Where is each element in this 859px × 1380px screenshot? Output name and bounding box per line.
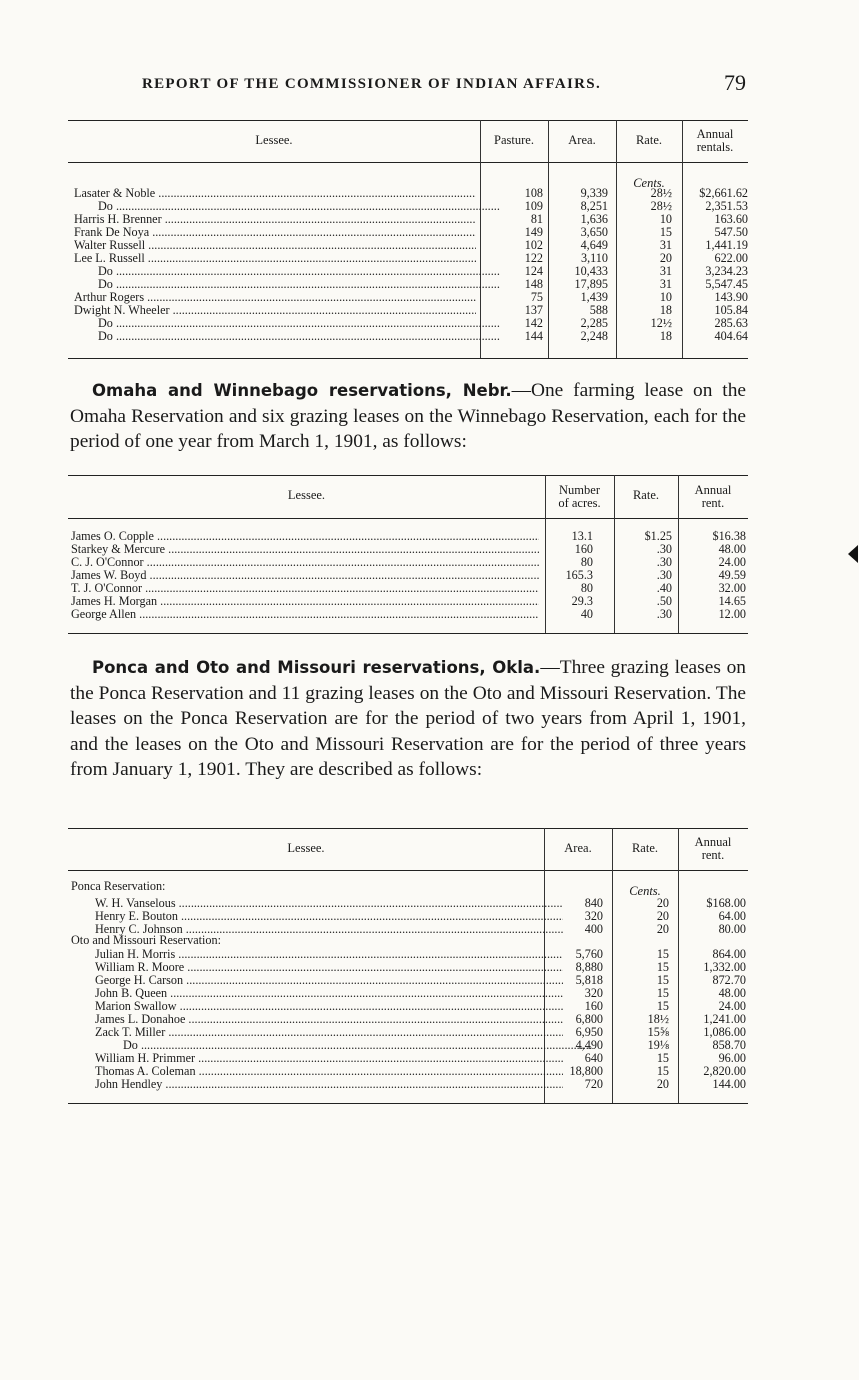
rental-cell: $2,661.62 — [699, 186, 748, 200]
rate-cell: 15 — [656, 999, 669, 1013]
area-cell: 2,248 — [580, 329, 608, 343]
lessee-name: Lasater & Noble ..... — [74, 187, 476, 200]
rate-cell: 20 — [656, 909, 669, 923]
lessee-name: William H. Primmer ..... — [95, 1052, 563, 1065]
table-row — [74, 317, 748, 330]
acres-cell: 29.3 — [571, 594, 593, 608]
section-label-ponca: Ponca Reservation: — [71, 879, 166, 893]
rent-cell: 49.59 — [718, 568, 746, 582]
table-row — [74, 252, 748, 265]
rent-cell: 24.00 — [718, 555, 746, 569]
table-body — [74, 187, 748, 343]
acres-cell: 80 — [580, 581, 593, 595]
table-row — [74, 187, 748, 200]
rent-cell: $16.38 — [712, 529, 746, 543]
rent-cell: 1,241.00 — [703, 1012, 746, 1026]
col-header-pasture: Pasture. — [494, 133, 534, 147]
acres-cell: 13.1 — [571, 529, 593, 543]
table-top-rule — [68, 120, 748, 121]
rental-cell: 547.50 — [714, 225, 748, 239]
area-cell: 720 — [584, 1077, 603, 1091]
table-body-ponca — [71, 897, 748, 936]
table-bottom-rule — [68, 1103, 748, 1104]
rate-unit-label: Cents. — [633, 176, 665, 190]
rate-cell: 15 — [656, 947, 669, 961]
area-cell: 160 — [584, 999, 603, 1013]
table-row — [71, 1013, 748, 1026]
acres-cell: 160 — [574, 542, 593, 556]
lessee-name: John Hendley ..... — [95, 1078, 563, 1091]
pasture-cell: 109 — [524, 199, 543, 213]
area-cell: 17,895 — [574, 277, 608, 291]
table-row — [71, 897, 748, 910]
col-header-lessee: Lessee. — [255, 133, 293, 147]
rate-cell: 20 — [659, 251, 672, 265]
col-header-rate: Rate. — [635, 133, 663, 147]
lessee-name: Julian H. Morris ..... — [95, 948, 563, 961]
rate-cell: .30 — [656, 568, 672, 582]
table-header-rule — [68, 162, 748, 163]
area-cell: 10,433 — [574, 264, 608, 278]
lessee-name: C. J. O'Connor ..... — [71, 556, 539, 569]
area-cell: 8,251 — [580, 199, 608, 213]
table-row — [71, 910, 748, 923]
rent-cell: 1,332.00 — [703, 960, 746, 974]
lessee-name: Do ..... — [98, 265, 500, 278]
rate-cell: 18 — [659, 329, 672, 343]
rent-cell: 48.00 — [718, 542, 746, 556]
pasture-cell: 148 — [524, 277, 543, 291]
rate-cell: .30 — [656, 542, 672, 556]
rental-cell: 5,547.45 — [705, 277, 748, 291]
col-header-rent: Annual rent. — [694, 483, 732, 510]
table-row — [74, 200, 748, 213]
rental-cell: 3,234.23 — [705, 264, 748, 278]
area-cell: 9,339 — [580, 186, 608, 200]
rent-cell: 858.70 — [712, 1038, 746, 1052]
lessee-name: Dwight N. Wheeler ..... — [74, 304, 476, 317]
lessee-name: Walter Russell ..... — [74, 239, 476, 252]
area-cell: 6,800 — [575, 1012, 603, 1026]
lessee-name: Frank De Noya ..... — [74, 226, 476, 239]
col-header-area: Area. — [564, 841, 592, 855]
paragraph-text: —One farming lease on the Omaha Reservation and six grazing leases on the Winnebago Reservation, each for the period of one year from March 1, 1901, as follows: — [70, 380, 746, 453]
table-row — [74, 226, 748, 239]
lessee-name: George H. Carson ..... — [95, 974, 563, 987]
table-row — [71, 1078, 748, 1091]
rate-cell: 15 — [656, 986, 669, 1000]
rate-cell: .30 — [656, 607, 672, 621]
rate-cell: 18 — [659, 303, 672, 317]
area-cell: 1,439 — [580, 290, 608, 304]
rate-cell: 28½ — [650, 186, 672, 200]
table-row — [74, 304, 748, 317]
rent-cell: 24.00 — [718, 999, 746, 1013]
table-top-rule — [68, 475, 748, 476]
lessee-name: Starkey & Mercure ..... — [71, 543, 539, 556]
table-top-rule — [68, 828, 748, 829]
section-heading: Omaha and Winnebago reservations, Nebr. — [92, 381, 512, 400]
rate-cell: 15 — [656, 973, 669, 987]
rate-cell: 15⅝ — [647, 1025, 669, 1039]
omaha-winnebago-paragraph — [70, 378, 746, 455]
rental-cell: 163.60 — [714, 212, 748, 226]
table-header-rule — [68, 870, 748, 871]
paragraph-text: —Three grazing leases on the Ponca Reservation and 11 grazing leases on the Oto and Missouri Reservation. The leases on the Ponca Reservation are for the period of two years from April 1, 1901, and the leases on the Oto and Missouri Reservation are for the period of three years from January 1, 1901. They are described as follows: — [70, 657, 747, 781]
table-row — [71, 1000, 748, 1013]
rate-cell: 12½ — [650, 316, 672, 330]
rent-cell: 144.00 — [712, 1077, 746, 1091]
col-header-lessee: Lessee. — [287, 841, 325, 855]
table-row — [71, 987, 748, 1000]
col-header-rate: Rate. — [632, 488, 660, 502]
lessee-name: Henry C. Johnson ..... — [95, 923, 563, 936]
lessee-name: Harris H. Brenner ..... — [74, 213, 476, 226]
area-cell: 5,760 — [575, 947, 603, 961]
lessee-name: Do ..... — [98, 330, 500, 343]
area-cell: 320 — [584, 909, 603, 923]
rent-cell: 872.70 — [712, 973, 746, 987]
lessee-name: George Allen ..... — [71, 608, 539, 621]
rent-cell: 96.00 — [718, 1051, 746, 1065]
table-row — [74, 213, 748, 226]
lessee-name: Henry E. Bouton ..... — [95, 910, 563, 923]
table-row — [71, 556, 748, 569]
rate-cell: .50 — [656, 594, 672, 608]
lessee-name: Arthur Rogers ..... — [74, 291, 476, 304]
rent-cell: 48.00 — [718, 986, 746, 1000]
acres-cell: 165.3 — [565, 568, 593, 582]
pasture-cell: 122 — [524, 251, 543, 265]
rate-cell: 20 — [656, 896, 669, 910]
table-bottom-rule — [68, 633, 748, 634]
table-row — [74, 291, 748, 304]
rent-cell: 12.00 — [718, 607, 746, 621]
lessee-name: Thomas A. Coleman ..... — [95, 1065, 563, 1078]
lessee-name: T. J. O'Connor ..... — [71, 582, 539, 595]
rental-cell: 105.84 — [714, 303, 748, 317]
rate-cell: 19⅛ — [647, 1038, 669, 1052]
rental-cell: 404.64 — [714, 329, 748, 343]
table-row — [74, 330, 748, 343]
pasture-cell: 137 — [524, 303, 543, 317]
rent-cell: 864.00 — [712, 947, 746, 961]
lessee-name: W. H. Vanselous ..... — [95, 897, 563, 910]
area-cell: 8,880 — [575, 960, 603, 974]
lessee-name: Lee L. Russell ..... — [74, 252, 476, 265]
table-row — [71, 1039, 748, 1052]
ponca-oto-lease-table — [68, 828, 748, 1106]
pasture-cell: 124 — [524, 264, 543, 278]
area-cell: 4,649 — [580, 238, 608, 252]
running-title: REPORT OF THE COMMISSIONER OF INDIAN AFFAIRS. — [142, 76, 601, 92]
rate-cell: 10 — [659, 290, 672, 304]
table-row — [71, 543, 748, 556]
rental-cell: 2,351.53 — [705, 199, 748, 213]
area-cell: 4,490 — [575, 1038, 603, 1052]
lessee-name: Zack T. Miller ..... — [95, 1026, 563, 1039]
col-header-lessee: Lessee. — [287, 488, 326, 502]
area-cell: 400 — [584, 922, 603, 936]
table-row — [71, 1026, 748, 1039]
pasture-lease-table — [68, 120, 748, 360]
section-label-oto: Oto and Missouri Reservation: — [71, 933, 221, 947]
acres-cell: 40 — [580, 607, 593, 621]
table-row — [74, 239, 748, 252]
rate-cell: 15 — [656, 960, 669, 974]
lessee-name: William R. Moore ..... — [95, 961, 563, 974]
rate-cell: 31 — [659, 264, 672, 278]
ponca-oto-paragraph — [70, 655, 746, 783]
area-cell: 6,950 — [575, 1025, 603, 1039]
rental-cell: 1,441.19 — [705, 238, 748, 252]
area-cell: 1,636 — [580, 212, 608, 226]
margin-mark — [848, 545, 858, 563]
rent-cell: 64.00 — [718, 909, 746, 923]
col-header-area: Area. — [568, 133, 596, 147]
table-row — [74, 265, 748, 278]
table-row — [74, 278, 748, 291]
rate-cell: $1.25 — [644, 529, 672, 543]
area-cell: 3,110 — [581, 251, 608, 265]
lessee-name: Do ..... — [98, 200, 500, 213]
lessee-name: Do ..... — [98, 278, 500, 291]
table-row — [71, 582, 748, 595]
rent-cell: 14.65 — [718, 594, 746, 608]
area-cell: 5,818 — [575, 973, 603, 987]
col-header-acres: Number of acres. — [558, 483, 601, 510]
rent-cell: 80.00 — [718, 922, 746, 936]
table-row — [71, 948, 748, 961]
rate-cell: 31 — [659, 238, 672, 252]
rate-cell: 18½ — [647, 1012, 669, 1026]
rate-unit-label: Cents. — [629, 884, 661, 898]
farming-grazing-lease-table — [68, 475, 748, 635]
table-body-oto — [71, 948, 748, 1091]
rate-cell: 15 — [659, 225, 672, 239]
lessee-name: Marion Swallow ..... — [95, 1000, 563, 1013]
col-header-rent: Annual rent. — [694, 835, 732, 862]
area-cell: 840 — [584, 896, 603, 910]
pasture-cell: 144 — [524, 329, 543, 343]
section-heading: Ponca and Oto and Missouri reservations, Okla. — [92, 658, 541, 677]
area-cell: 320 — [584, 986, 603, 1000]
rate-cell: .30 — [656, 555, 672, 569]
running-header — [120, 70, 750, 100]
pasture-cell: 81 — [530, 212, 543, 226]
table-row — [71, 1065, 748, 1078]
rent-cell: 2,820.00 — [703, 1064, 746, 1078]
rate-cell: 10 — [659, 212, 672, 226]
pasture-cell: 102 — [524, 238, 543, 252]
table-row — [71, 569, 748, 582]
lessee-name: James O. Copple ..... — [71, 530, 539, 543]
pasture-cell: 75 — [530, 290, 543, 304]
table-row — [71, 974, 748, 987]
area-cell: 18,800 — [569, 1064, 603, 1078]
rental-cell: 622.00 — [714, 251, 748, 265]
lessee-name: James L. Donahoe ..... — [95, 1013, 563, 1026]
table-bottom-rule — [68, 358, 748, 359]
area-cell: 2,285 — [580, 316, 608, 330]
rent-cell: 32.00 — [718, 581, 746, 595]
lessee-name: James W. Boyd ..... — [71, 569, 539, 582]
acres-cell: 80 — [580, 555, 593, 569]
rental-cell: 285.63 — [714, 316, 748, 330]
area-cell: 588 — [589, 303, 608, 317]
pasture-cell: 149 — [524, 225, 543, 239]
rate-cell: 28½ — [650, 199, 672, 213]
rate-cell: .40 — [656, 581, 672, 595]
rate-cell: 20 — [656, 1077, 669, 1091]
col-header-rate: Rate. — [631, 841, 659, 855]
rate-cell: 15 — [656, 1064, 669, 1078]
rate-cell: 31 — [659, 277, 672, 291]
area-cell: 640 — [584, 1051, 603, 1065]
area-cell: 3,650 — [580, 225, 608, 239]
table-header-rule — [68, 518, 748, 519]
table-row — [71, 1052, 748, 1065]
rent-cell: $168.00 — [706, 896, 746, 910]
col-header-rentals: Annual rentals. — [696, 127, 734, 154]
rent-cell: 1,086.00 — [703, 1025, 746, 1039]
table-row — [71, 961, 748, 974]
table-row — [71, 595, 748, 608]
table-body — [71, 530, 748, 621]
lessee-name: James H. Morgan ..... — [71, 595, 539, 608]
pasture-cell: 142 — [524, 316, 543, 330]
pasture-cell: 108 — [524, 186, 543, 200]
rate-cell: 15 — [656, 1051, 669, 1065]
page-number: 79 — [724, 70, 746, 95]
lessee-name: Do ..... — [98, 317, 500, 330]
lessee-name: John B. Queen ..... — [95, 987, 563, 1000]
table-row — [71, 530, 748, 543]
lessee-name: Do ..... — [123, 1039, 591, 1052]
rental-cell: 143.90 — [714, 290, 748, 304]
rate-cell: 20 — [656, 922, 669, 936]
table-row — [71, 608, 748, 621]
